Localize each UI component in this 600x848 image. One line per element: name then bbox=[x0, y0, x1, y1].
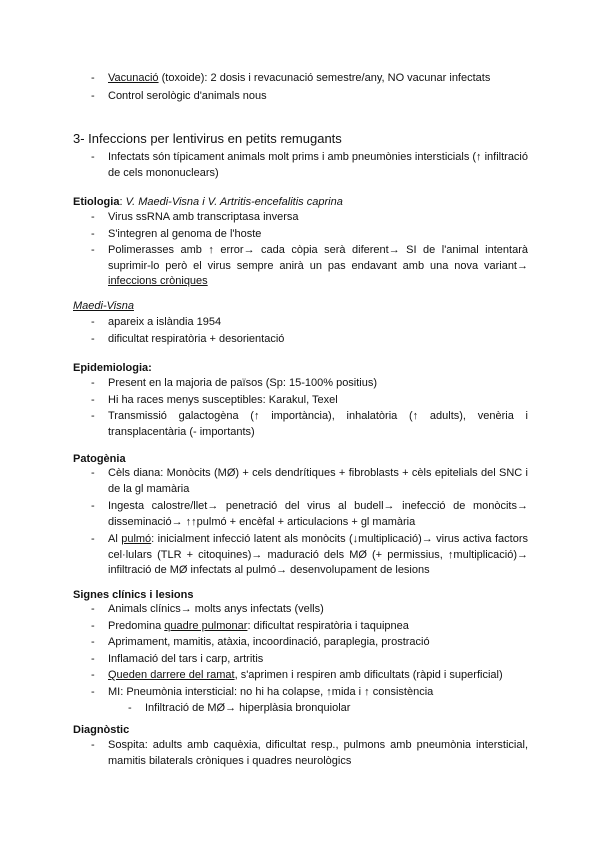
patogenia-heading: Patogènia bbox=[73, 453, 126, 465]
list-item: - Cèls diana: Monòcits (MØ) + cels dendrítiques + fibroblasts + cèls epitelials del SNC i de la gl mamària bbox=[108, 466, 528, 497]
diagnostic-heading: Diagnòstic bbox=[73, 724, 130, 736]
section3-list bbox=[0, 150, 600, 181]
signes-list bbox=[0, 602, 600, 717]
list-item: - Virus ssRNA amb transcriptasa inversa bbox=[108, 210, 528, 226]
signes-heading: Signes clínics i lesions bbox=[73, 589, 194, 601]
list-item: - Ingesta calostre/llet→ penetració del virus al budell→ inefecció de monòcits→ disseminació→ ↑↑pulmó + encèfal + articulacions + gl mamària bbox=[108, 499, 528, 530]
list-item: - Animals clínics→ molts anys infectats (vells) bbox=[108, 602, 528, 618]
etiologia-list bbox=[0, 210, 600, 290]
diagnostic-list bbox=[0, 738, 600, 769]
list-item: - Sospita: adults amb caquèxia, dificultat resp., pulmons amb pneumònia intersticial, mamitis bilaterals cròniques i quadres neurològics bbox=[108, 738, 528, 769]
list-item: - Predomina quadre pulmonar: dificultat respiratòria i taquipnea bbox=[108, 619, 528, 635]
list-item: - Aprimament, mamitis, atàxia, incoordinació, paraplegia, prostració bbox=[108, 635, 528, 651]
list-item: - Hi ha races menys susceptibles: Karakul, Texel bbox=[108, 393, 528, 409]
pulmo-term: pulmó bbox=[121, 533, 152, 545]
list-item: - Present en la majoria de països (Sp: 15-100% positius) bbox=[108, 376, 528, 392]
maedi-visna-subheading: Maedi-Visna bbox=[73, 300, 134, 312]
vacunacio-term: Vacunació bbox=[108, 72, 159, 84]
list-item: - Transmissió galactogèna (↑ importància), inhalatòria (↑ adults), venèria i transplacentària (- importants) bbox=[108, 409, 528, 440]
section-title: 3- Infeccions per lentivirus en petits remugants bbox=[73, 131, 342, 146]
intro-list bbox=[0, 71, 600, 104]
list-item: - Al pulmó: inicialment infecció latent als monòcits (↓multiplicació)→ virus activa factors cel·lulars (TLR + citoquines)→ maduració dels MØ (+ permissius, ↑multiplicació)→ infiltració de MØ infectats al pulmó→ desenvolupament de lesions bbox=[108, 532, 528, 579]
list-item: - S'integren al genoma de l'hoste bbox=[108, 227, 528, 243]
list-item: - Control serològic d'animals nous bbox=[108, 89, 528, 105]
list-item: - dificultat respiratòria + desorientació bbox=[108, 332, 528, 348]
list-item: - Infectats són típicament animals molt prims i amb pneumònies intersticials (↑ infiltració de cels mononuclears) bbox=[108, 150, 528, 181]
list-item: - Polimerasses amb ↑ error→ cada còpia serà diferent→ SI de l'animal intentarà suprimir-lo però el virus sempre anirà un pas endavant amb una nova variant→ infeccions cròniques bbox=[108, 243, 528, 290]
etiologia-agents: V. Maedi-Visna i V. Artritis-encefalitis caprina bbox=[125, 196, 343, 208]
epidemiologia-list bbox=[0, 376, 600, 440]
ramat-term: Queden darrere del ramat bbox=[108, 669, 235, 681]
maedi-list bbox=[0, 315, 600, 347]
list-item: - Vacunació (toxoide): 2 dosis i revacunació semestre/any, NO vacunar infectats bbox=[108, 71, 528, 87]
list-item: - MI: Pneumònia intersticial: no hi ha colapse, ↑mida i ↑ consistència bbox=[108, 685, 528, 701]
list-subitem: - Infiltració de MØ→ hiperplàsia bronquiolar bbox=[145, 701, 528, 717]
list-item: - Inflamació del tars i carp, artritis bbox=[108, 652, 528, 668]
cronic-term: infeccions cròniques bbox=[108, 275, 208, 287]
quadre-pulmonar-term: quadre pulmonar bbox=[164, 619, 248, 632]
list-item: - apareix a islàndia 1954 bbox=[108, 315, 528, 331]
list-item: - Queden darrere del ramat, s'aprimen i respiren amb dificultats (ràpid i superficial) bbox=[108, 668, 528, 684]
patogenia-list bbox=[0, 466, 600, 579]
epidemiologia-heading: Epidemiologia: bbox=[73, 362, 152, 374]
etiologia-heading: Etiologia: V. Maedi-Visna i V. Artritis-encefalitis caprina bbox=[73, 196, 343, 208]
